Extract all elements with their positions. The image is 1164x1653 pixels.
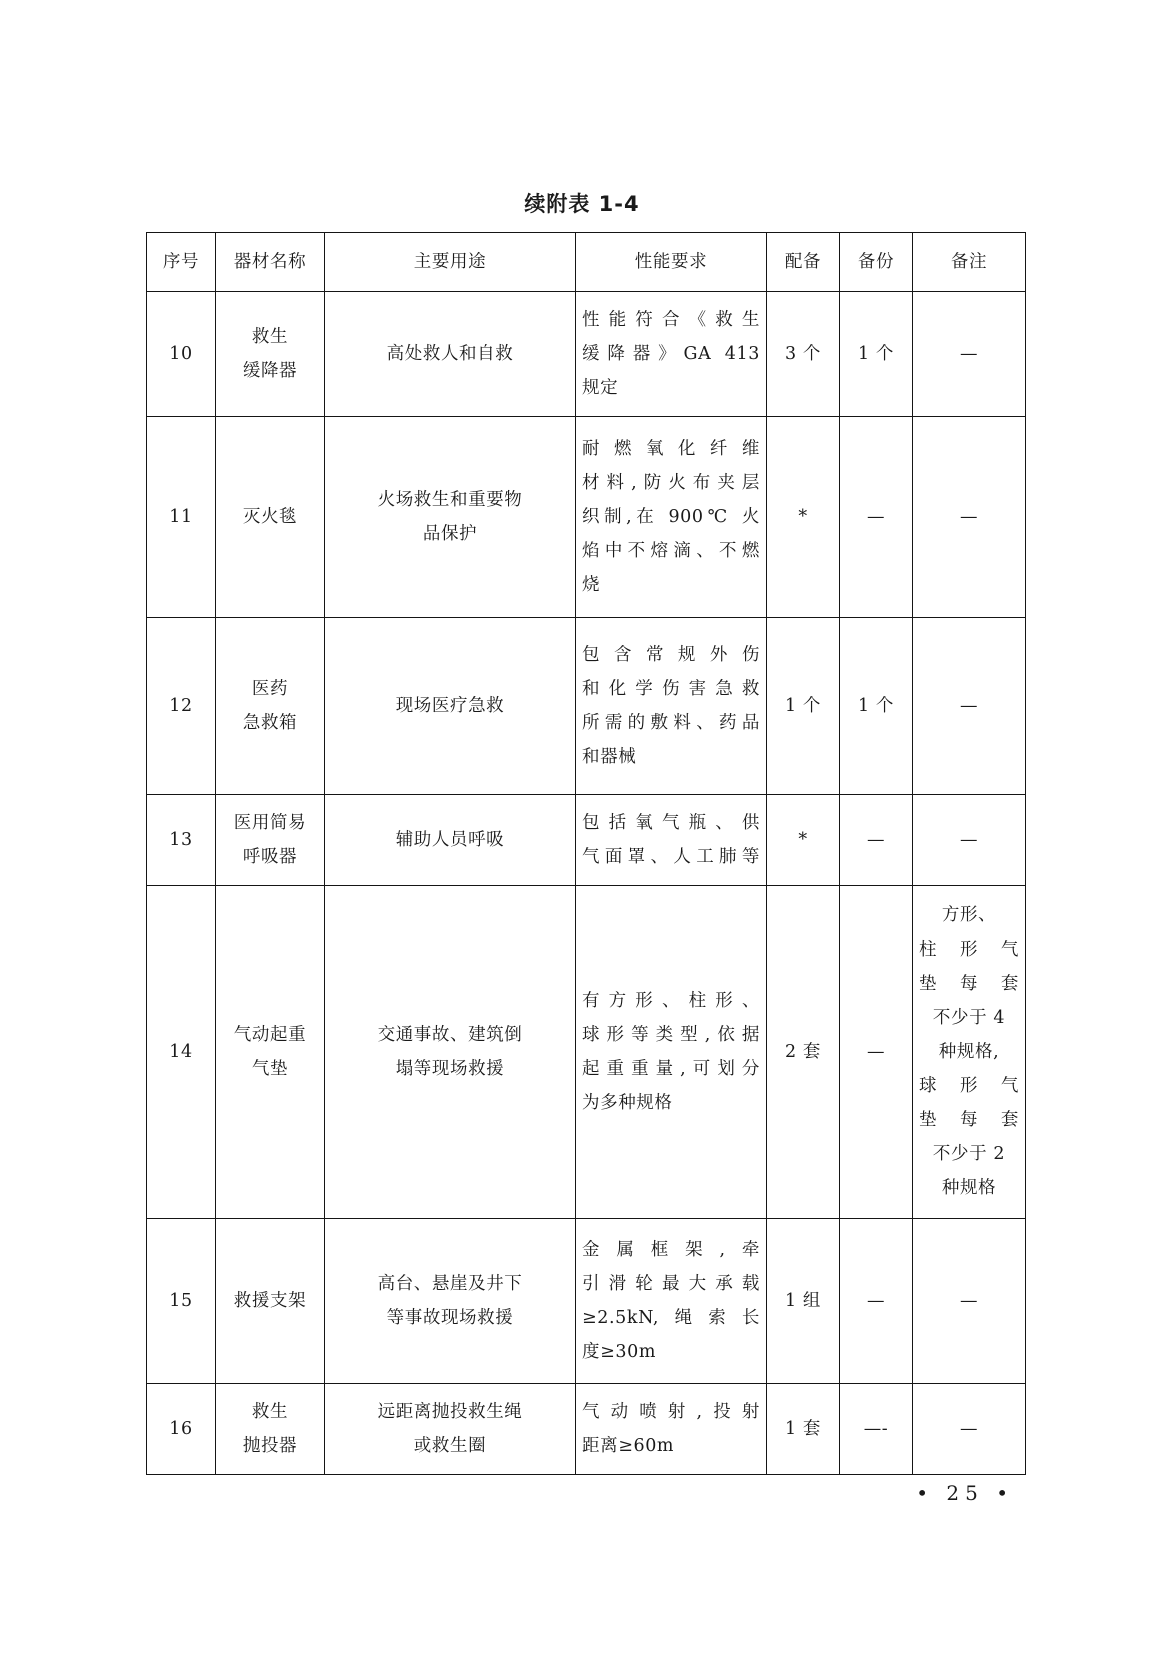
- cell-remark: —: [913, 292, 1026, 417]
- cell-spare: —: [840, 795, 913, 886]
- cell-spare: —: [840, 886, 913, 1219]
- cell-equipment-name: [216, 795, 325, 886]
- cell-spare: —-: [840, 1384, 913, 1475]
- equipment-table: [146, 232, 1026, 1475]
- table-header-row: [147, 233, 1026, 292]
- cell-equipment-name: 救援支架: [216, 1219, 325, 1384]
- cell-no: 12: [147, 618, 216, 795]
- column-header-remark: 备注: [913, 233, 1026, 292]
- cell-config: 2 套: [767, 886, 840, 1219]
- cell-config: 3 个: [767, 292, 840, 417]
- cell-performance: [576, 1219, 767, 1384]
- cell-main-use: 高处救人和自救: [325, 292, 576, 417]
- cell-remark: —: [913, 618, 1026, 795]
- text-line: 气垫: [251, 1059, 289, 1079]
- cell-remark: —: [913, 1219, 1026, 1384]
- text-line: 起重重量,可划分: [582, 1059, 760, 1079]
- text-line: 等事故现场救援: [386, 1308, 514, 1328]
- text-line: 气动喷射,投射: [582, 1401, 760, 1422]
- cell-spare: —: [840, 417, 913, 618]
- table-row: [147, 292, 1026, 417]
- text-line: 远距离抛投救生绳: [377, 1401, 523, 1422]
- cell-spare: 1 个: [840, 292, 913, 417]
- text-line: 医用简易: [233, 812, 307, 833]
- column-header-equipment-name: 器材名称: [216, 233, 325, 292]
- text-line: 救生: [251, 1401, 289, 1422]
- table-row: [147, 618, 1026, 795]
- text-line: 缓降器: [242, 361, 298, 381]
- text-line: 球形等类型,依据: [582, 1024, 760, 1045]
- cell-main-use: [325, 1219, 576, 1384]
- text-line: 规定: [582, 378, 619, 399]
- text-line: 烧: [582, 575, 601, 596]
- text-line: 种规格,: [938, 1041, 1000, 1062]
- cell-config: 1 组: [767, 1219, 840, 1384]
- cell-equipment-name: [216, 292, 325, 417]
- table-row: [147, 886, 1026, 1219]
- table-row: [147, 1384, 1026, 1475]
- column-header-spare: 备份: [840, 233, 913, 292]
- text-line: 品保护: [422, 524, 478, 544]
- cell-no: 15: [147, 1219, 216, 1384]
- cell-remark: [913, 886, 1026, 1219]
- text-line: 织制,在 900℃ 火: [582, 506, 760, 527]
- cell-performance: [576, 1384, 767, 1475]
- cell-remark: —: [913, 417, 1026, 618]
- text-line: 垫每套: [919, 973, 1019, 994]
- text-line: 不少于 4: [932, 1007, 1006, 1028]
- table-row: [147, 1219, 1026, 1384]
- cell-main-use: 辅助人员呼吸: [325, 795, 576, 886]
- text-line: 不少于 2: [932, 1144, 1006, 1165]
- column-header-main-use: 主要用途: [325, 233, 576, 292]
- text-line: 气动起重: [233, 1024, 307, 1045]
- text-line: 耐燃氧化纤维: [582, 438, 760, 459]
- text-line: 材料,防火布夹层: [582, 472, 760, 493]
- text-line: 柱形气: [919, 939, 1019, 960]
- cell-performance: [576, 618, 767, 795]
- text-line: 方形、: [941, 905, 997, 926]
- cell-performance: [576, 292, 767, 417]
- cell-main-use: [325, 886, 576, 1219]
- cell-main-use: 现场医疗急救: [325, 618, 576, 795]
- text-line: ≥2.5kN,绳索长: [582, 1308, 760, 1328]
- text-line: 包含常规外伤: [582, 644, 760, 665]
- table-caption: 续附表 1-4: [524, 192, 640, 216]
- text-line: 垫每套: [919, 1110, 1019, 1131]
- cell-performance: [576, 795, 767, 886]
- text-line: 高台、悬崖及井下: [377, 1273, 523, 1294]
- text-line: 引滑轮最大承载: [582, 1273, 760, 1294]
- cell-performance: [576, 417, 767, 618]
- text-line: 或救生圈: [413, 1436, 487, 1456]
- cell-spare: —: [840, 1219, 913, 1384]
- text-line: 和器械: [582, 747, 637, 768]
- cell-no: 11: [147, 417, 216, 618]
- column-header-config: 配备: [767, 233, 840, 292]
- cell-config: 1 套: [767, 1384, 840, 1475]
- cell-no: 10: [147, 292, 216, 417]
- cell-no: 14: [147, 886, 216, 1219]
- text-line: 度≥30m: [582, 1342, 657, 1363]
- cell-main-use: [325, 417, 576, 618]
- text-line: 包括氧气瓶、供: [582, 812, 760, 833]
- cell-equipment-name: [216, 618, 325, 795]
- text-line: 交通事故、建筑倒: [377, 1024, 523, 1045]
- table-row: [147, 795, 1026, 886]
- text-line: 所需的敷料、药品: [582, 713, 760, 733]
- text-line: 金属框架,牵: [582, 1239, 760, 1260]
- cell-remark: —: [913, 795, 1026, 886]
- cell-no: 13: [147, 795, 216, 886]
- text-line: 种规格: [941, 1178, 997, 1199]
- text-line: 有方形、柱形、: [582, 990, 760, 1011]
- column-header-no: 序号: [147, 233, 216, 292]
- table-body: [147, 292, 1026, 1475]
- cell-main-use: [325, 1384, 576, 1475]
- text-line: 呼吸器: [242, 847, 298, 867]
- text-line: 气面罩、人工肺等: [582, 847, 760, 867]
- table-header: [147, 233, 1026, 292]
- cell-remark: —: [913, 1384, 1026, 1475]
- table-row: [147, 417, 1026, 618]
- text-line: 球形气: [919, 1076, 1019, 1097]
- text-line: 医药: [251, 678, 289, 699]
- text-line: 火场救生和重要物: [377, 489, 523, 510]
- cell-config: *: [767, 417, 840, 618]
- cell-spare: 1 个: [840, 618, 913, 795]
- text-line: 急救箱: [242, 713, 298, 733]
- text-line: 和化学伤害急救: [582, 678, 760, 699]
- column-header-performance: 性能要求: [576, 233, 767, 292]
- text-line: 缓降器》GA 413: [582, 343, 760, 364]
- cell-no: 16: [147, 1384, 216, 1475]
- text-line: 抛投器: [242, 1436, 298, 1456]
- cell-config: 1 个: [767, 618, 840, 795]
- page-number: • 25 •: [916, 1481, 1014, 1505]
- text-line: 为多种规格: [582, 1093, 673, 1114]
- cell-equipment-name: [216, 1384, 325, 1475]
- cell-equipment-name: 灭火毯: [216, 417, 325, 618]
- text-line: 性能符合《救生: [582, 309, 760, 330]
- text-line: 塌等现场救援: [395, 1059, 505, 1079]
- cell-config: *: [767, 795, 840, 886]
- cell-performance: [576, 886, 767, 1219]
- text-line: 距离≥60m: [582, 1436, 675, 1456]
- cell-equipment-name: [216, 886, 325, 1219]
- equipment-table-container: [146, 232, 1018, 1475]
- text-line: 救生: [251, 326, 289, 347]
- text-line: 焰中不熔滴、不燃: [582, 541, 760, 562]
